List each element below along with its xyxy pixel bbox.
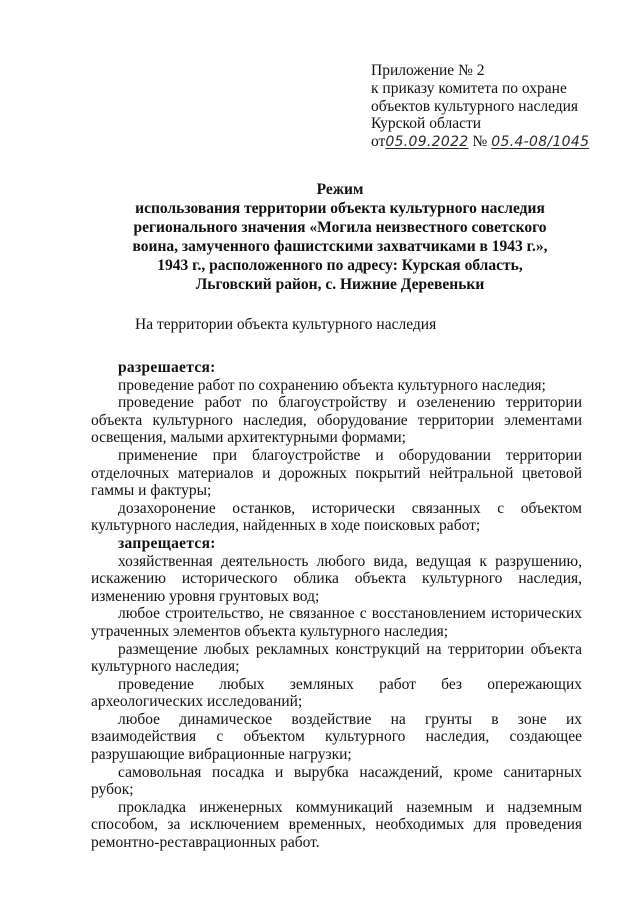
- number-sign: №: [472, 133, 488, 151]
- allowed-item: проведение работ по благоустройству и озеленению территории объекта культурного наследия, оборудование территории элементами освещения, малыми архитектурными формами;: [91, 394, 582, 447]
- prohibited-item: любое строительство, не связанное с восстановлением исторических утраченных элементов объекта культурного наследия;: [91, 605, 582, 640]
- title-line: Льговский район, с. Нижние Деревеньки: [195, 275, 485, 293]
- title-line: 1943 г., расположенного по адресу: Курская область,: [157, 256, 523, 274]
- prohibited-item: прокладка инженерных коммуникаций наземным и надземным способом, за исключением временных, необходимых для проведения ремонтно-реставрационных работ.: [91, 798, 582, 852]
- intro-text: На территории объекта культурного наследия: [135, 316, 437, 333]
- prohibited-item: самовольная посадка и вырубка насаждений, кроме санитарных рубок;: [91, 763, 582, 799]
- date-prefix: от: [371, 133, 386, 151]
- title-line: использования территории объекта культурного наследия: [135, 199, 545, 217]
- allowed-item: дозахоронение останков, исторически связанных с объектом культурного наследия, найденных в ходе поисковых работ;: [91, 499, 582, 535]
- prohibited-item: любое динамическое воздействие на грунты в зоне их взаимодействия с объектом культурного наследия, создающее разрушающие вибрационные нагрузки;: [91, 710, 582, 764]
- document-title: [110, 181, 570, 294]
- prohibited-heading: запрещается:: [118, 534, 216, 552]
- prohibited-item: проведение любых земляных работ без опережающих археологических исследований;: [91, 675, 582, 711]
- regulations-list: [91, 359, 582, 852]
- title-line: регионального значения «Могила неизвестного советского: [133, 218, 547, 236]
- title-line: Режим: [316, 181, 364, 198]
- handwritten-order-number: 05.4-08/1045: [491, 134, 590, 151]
- appendix-date-line: [371, 133, 621, 152]
- title-line: воина, замученного фашистскими захватчиками в 1943 г.»,: [132, 237, 548, 255]
- appendix-line: к приказу комитета по охране: [371, 79, 567, 97]
- appendix-block: [371, 62, 621, 152]
- appendix-line: Курской области: [371, 115, 482, 133]
- allowed-heading: разрешается:: [118, 359, 216, 376]
- prohibited-item: хозяйственная деятельность любого вида, ведущая к разрушению, искажению исторического облика объекта культурного наследия, изменению уровня грунтовых вод;: [91, 552, 582, 605]
- handwritten-date: 05.09.2022: [385, 134, 469, 151]
- allowed-item: проведение работ по сохранению объекта культурного наследия;: [118, 376, 546, 394]
- prohibited-item: размещение любых рекламных конструкций на территории объекта культурного наследия;: [91, 640, 582, 676]
- allowed-item: применение при благоустройстве и оборудовании территории отделочных материалов и дорожных покрытий нейтральной цветовой гаммы и фактуры;: [91, 446, 582, 500]
- appendix-line: Приложение № 2: [371, 62, 485, 79]
- appendix-line: объектов культурного наследия: [371, 97, 579, 115]
